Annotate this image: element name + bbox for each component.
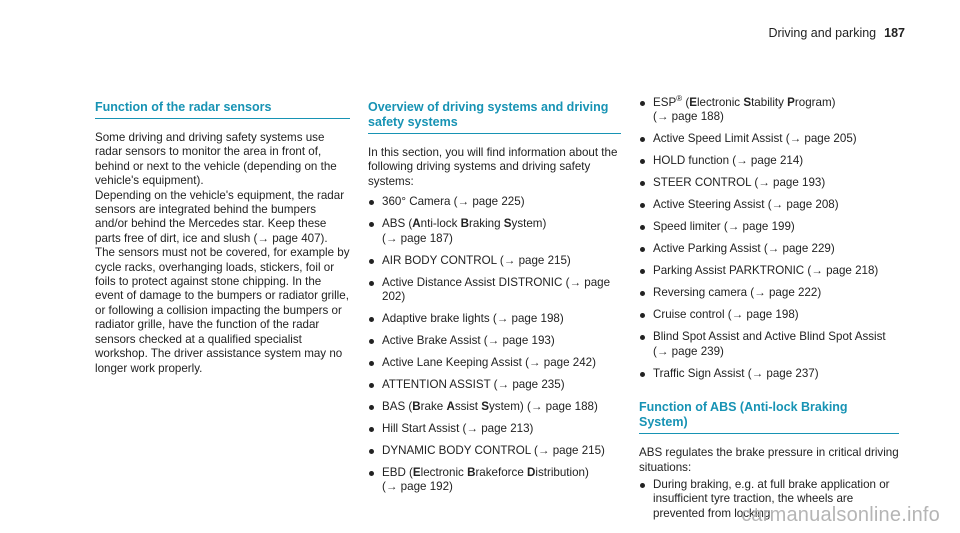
list-item: 360° Camera (→ page 225) <box>368 195 621 209</box>
list-item: Blind Spot Assist and Active Blind Spot Assist (→ page 239) <box>639 330 899 359</box>
radar-body <box>95 131 350 376</box>
watermark-text: carmanualsonline.info <box>741 504 940 526</box>
list-item: DYNAMIC BODY CONTROL (→ page 215) <box>368 444 621 458</box>
list-item: Active Distance Assist DISTRONIC (→ page 202) <box>368 276 621 305</box>
list-item: Reversing camera (→ page 222) <box>639 286 899 300</box>
radar-paragraph-2: Depending on the vehicle's equipment, the radar sensors are integrated behind the bumpers and/or behind the Mercedes star. Keep these parts free of dirt, ice and slush (→ page 407). The sensors must not be covered, for example by cycle racks, overhanging loads, stickers, foil or foils to protect against stone chipping. In the event of damage to the bumpers or radiator grille, or following a collision impacting the bumpers or radiator grille, have the function of the radar sensors checked at a qualified specialist workshop. The driver assistance system may no longer work properly. <box>95 188 350 375</box>
overview-intro: In this section, you will find information about the following driving systems and driving safety systems: <box>368 146 618 188</box>
systems-list-continued <box>639 96 899 381</box>
heading-abs-function: Function of ABS (Anti-lock Braking System) <box>639 400 899 434</box>
heading-systems-overview: Overview of driving systems and driving safety systems <box>368 100 621 134</box>
heading-radar-sensors: Function of the radar sensors <box>95 100 350 119</box>
list-item: Adaptive brake lights (→ page 198) <box>368 312 621 326</box>
list-item-ebd: EBD (Electronic Brakeforce Distribution) (→ page 192) <box>368 466 621 495</box>
list-item: Active Lane Keeping Assist (→ page 242) <box>368 356 621 370</box>
column-radar-sensors <box>95 100 350 376</box>
list-item: Active Speed Limit Assist (→ page 205) <box>639 132 899 146</box>
list-item: Active Parking Assist (→ page 229) <box>639 242 899 256</box>
list-item: Cruise control (→ page 198) <box>639 308 899 322</box>
systems-list <box>368 195 621 495</box>
list-item: Active Brake Assist (→ page 193) <box>368 334 621 348</box>
list-item-abs: ABS (Anti-lock Braking System) (→ page 187) <box>368 217 621 246</box>
list-item: ATTENTION ASSIST (→ page 235) <box>368 378 621 392</box>
list-item: During braking, e.g. at full brake application or insufficient tyre traction, the wheels are prevented from locking. <box>639 478 899 521</box>
list-item: STEER CONTROL (→ page 193) <box>639 176 899 190</box>
column-systems-continued <box>639 96 899 529</box>
list-item: Parking Assist PARKTRONIC (→ page 218) <box>639 264 899 278</box>
list-item: Traffic Sign Assist (→ page 237) <box>639 367 899 381</box>
list-item: Speed limiter (→ page 199) <box>639 220 899 234</box>
radar-paragraph-1: Some driving and driving safety systems use radar sensors to monitor the area in front of, behind or next to the vehicle (depending on the vehicle's equipment). <box>95 131 337 188</box>
list-item: AIR BODY CONTROL (→ page 215) <box>368 254 621 268</box>
list-item-bas: BAS (Brake Assist System) (→ page 188) <box>368 400 621 414</box>
page-header <box>768 26 905 40</box>
page-number: 187 <box>884 26 905 40</box>
section-title: Driving and parking <box>768 26 877 40</box>
list-item-esp: ESP® (Electronic Stability Program) (→ page 188) <box>639 96 899 125</box>
column-systems-overview <box>368 100 621 502</box>
list-item: Hill Start Assist (→ page 213) <box>368 422 621 436</box>
list-item: Active Steering Assist (→ page 208) <box>639 198 899 212</box>
abs-paragraph: ABS regulates the brake pressure in critical driving situations: <box>639 446 899 474</box>
list-item: HOLD function (→ page 214) <box>639 154 899 168</box>
